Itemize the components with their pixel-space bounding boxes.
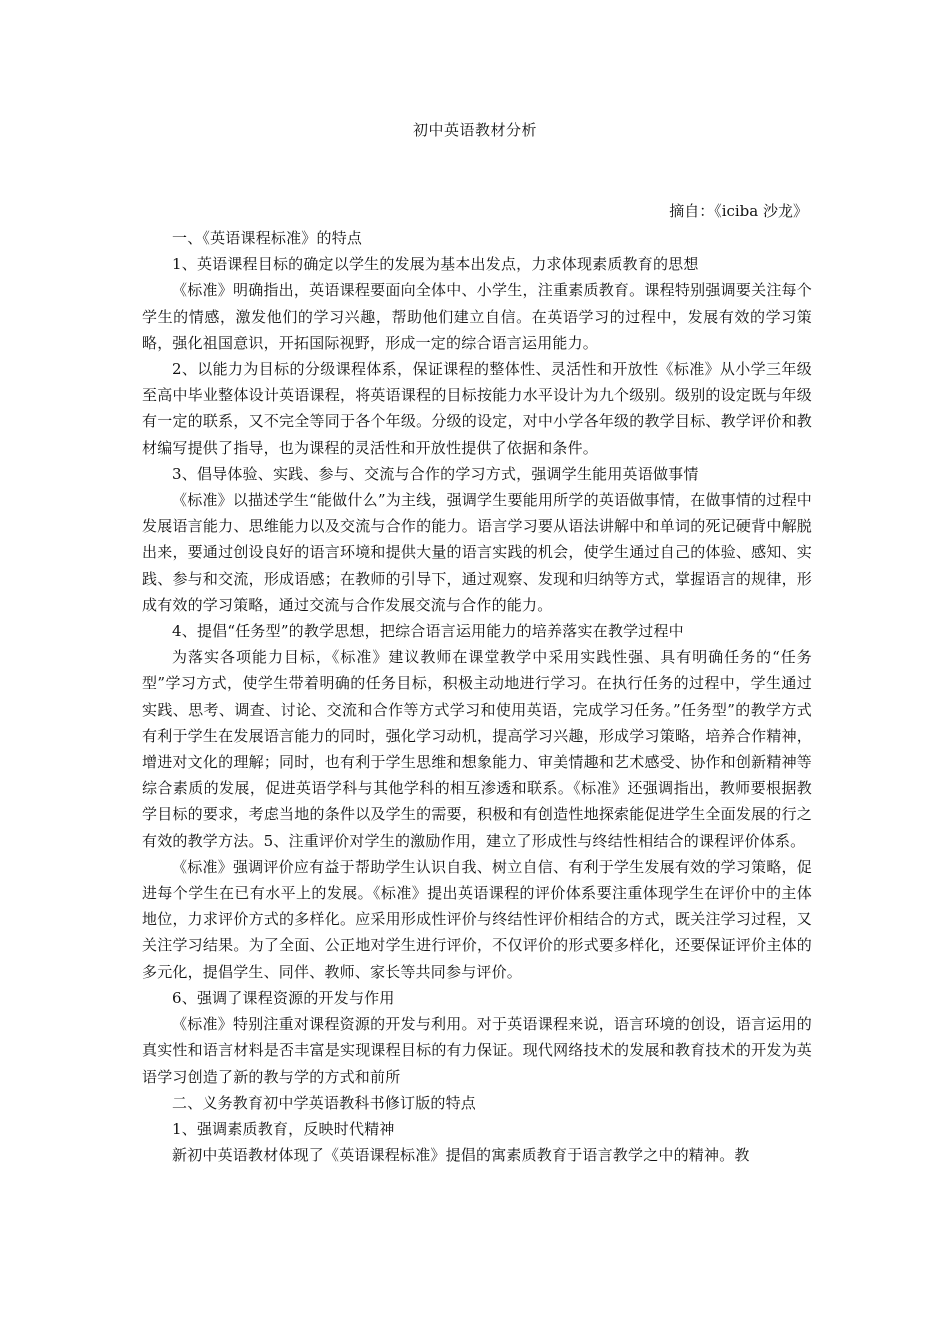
document-body [142,225,812,1168]
body-paragraph: 《标准》特别注重对课程资源的开发与利用。对于英语课程来说，语言环境的创设，语言运用的真实性和语言材料是否丰富是实现课程目标的有力保证。现代网络技术的发展和教育技术的开发为英语学习创造了新的教与学的方式和前所 [142,1015,812,1086]
section-heading: 一、《英语课程标准》的特点 [172,229,363,247]
body-paragraph: 新初中英语教材体现了《英语课程标准》提倡的寓素质教育于语言教学之中的精神。教 [172,1146,750,1165]
source-attribution: 摘自：《iciba 沙龙》 [669,202,808,220]
subsection-heading: 1、英语课程目标的确定以学生的发展为基本出发点，力求体现素质教育的思想 [172,255,699,274]
document-title: 初中英语教材分析 [412,121,537,139]
section-heading: 二、义务教育初中学英语教科书修订版的特点 [172,1093,477,1112]
subsection-heading: 3、倡导体验、实践、参与、交流与合作的学习方式，强调学生能用英语做事情 [172,464,699,483]
body-paragraph: 《标准》明确指出，英语课程要面向全体中、小学生，注重素质教育。课程特别强调要关注每个学生的情感，激发他们的学习兴趣，帮助他们建立自信。在英语学习的过程中，发展有效的学习策略，强化祖国意识，开拓国际视野，形成一定的综合语言运用能力。 [142,281,812,352]
body-paragraph: 为落实各项能力目标，《标准》建议教师在课堂教学中采用实践性强、具有明确任务的“任务型”学习方式，使学生带着明确的任务目标，积极主动地进行学习。在执行任务的过程中，学生通过实践、思考、调查、讨论、交流和合作等方式学习和使用英语，完成学习任务。”任务型”的教学方式有利于学生在发展语言能力的同时，强化学习动机，提高学习兴趣，形成学习策略，培养合作精神，增进对文化的理解；同时，也有利于学生思维和想象能力、审美情趣和艺术感受、协作和创新精神等综合素质的发展，促进英语学科与其他学科的相互渗透和联系。《标准》还强调指出，教师要根据教学目标的要求，考虑当地的条件以及学生的需要，积极和有创造性地探索能促进学生全面发展的行之有效的教学方法。5、注重评价对学生的激励作用，建立了形成性与终结性相结合的课程评价体系。 [142,648,812,850]
body-paragraph: 《标准》强调评价应有益于帮助学生认识自我、树立自信、有利于学生发展有效的学习策略，促进每个学生在已有水平上的发展。《标准》提出英语课程的评价体系要注重体现学生在评价中的主体地位，力求评价方式的多样化。应采用形成性评价与终结性评价相结合的方式，既关注学习过程，又关注学习结果。为了全面、公正地对学生进行评价，不仅评价的形式要多样化，还要保证评价主体的多元化，提倡学生、同伴、教师、家长等共同参与评价。 [142,857,812,981]
body-paragraph: 2、以能力为目标的分级课程体系，保证课程的整体性、灵活性和开放性《标准》从小学三年级至高中毕业整体设计英语课程，将英语课程的目标按能力水平设计为九个级别。级别的设定既与年级有一定的联系，又不完全等同于各个年级。分级的设定，对中小学各年级的教学目标、教学评价和教材编写提供了指导，也为课程的灵活性和开放性提供了依据和条件。 [142,360,812,457]
subsection-heading: 1、强调素质教育，反映时代精神 [172,1119,395,1138]
body-paragraph: 《标准》以描述学生“能做什么”为主线，强调学生要能用所学的英语做事情，在做事情的过程中发展语言能力、思维能力以及交流与合作的能力。语言学习要从语法讲解中和单词的死记硬背中解脱出来，要通过创设良好的语言环境和提供大量的语言实践的机会，使学生通过自己的体验、感知、实践、参与和交流，形成语感；在教师的引导下，通过观察、发现和归纳等方式，掌握语言的规律，形成有效的学习策略，通过交流与合作发展交流与合作的能力。 [142,491,812,614]
subsection-heading: 4、提倡“任务型”的教学思想，把综合语言运用能力的培养落实在教学过程中 [172,622,684,641]
subsection-heading: 6、强调了课程资源的开发与作用 [172,988,395,1007]
